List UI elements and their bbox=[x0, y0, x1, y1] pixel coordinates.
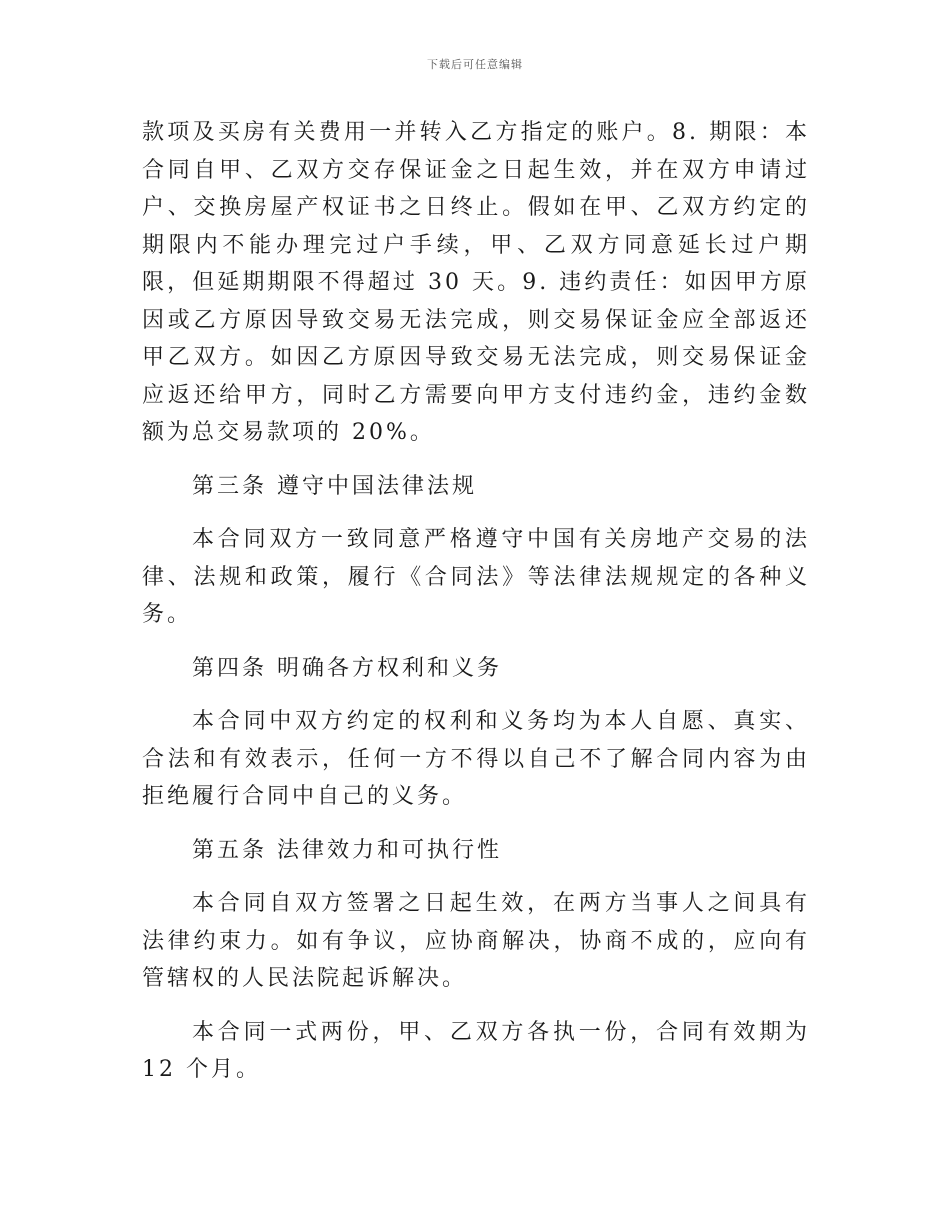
section-heading-article-4: 第四条 明确各方权利和义务 bbox=[192, 655, 502, 681]
paragraph-article-4: 本合同中双方约定的权利和义务均为本人自愿、真实、合法和有效表示，任何一方不得以自己不了解合同内容为由拒绝履行合同中自己的义务。 bbox=[142, 709, 810, 809]
document-body bbox=[142, 114, 810, 1105]
paragraph-terms-continued: 款项及买房有关费用一并转入乙方指定的账户。8. 期限：本合同自甲、乙双方交存保证金之日起生效，并在双方申请过户、交换房屋产权证书之日终止。假如在甲、乙双方约定的期限内不能办理完过户手续，甲、乙双方同意延长过户期限，但延期期限不得超过 30 天。9. 违约责任：如因甲方原因或乙方原因导致交易无法完成，则交易保证金应全部返还甲乙双方。如因乙方原因导致交易无法完成，则交易保证金应返还给甲方，同时乙方需要向甲方支付违约金，违约金数额为总交易款项的 20%。 bbox=[142, 120, 810, 445]
paragraph-copies-validity: 本合同一式两份，甲、乙双方各执一份，合同有效期为 12 个月。 bbox=[142, 1019, 810, 1082]
section-heading-article-3: 第三条 遵守中国法律法规 bbox=[192, 473, 477, 499]
section-heading-article-5: 第五条 法律效力和可执行性 bbox=[192, 837, 502, 863]
page-header: 下载后可任意编辑 bbox=[427, 58, 523, 71]
paragraph-article-5: 本合同自双方签署之日起生效，在两方当事人之间具有法律约束力。如有争议，应协商解决，协商不成的，应向有管辖权的人民法院起诉解决。 bbox=[142, 891, 810, 991]
paragraph-article-3: 本合同双方一致同意严格遵守中国有关房地产交易的法律、法规和政策，履行《合同法》等法律法规规定的各种义务。 bbox=[142, 527, 810, 627]
